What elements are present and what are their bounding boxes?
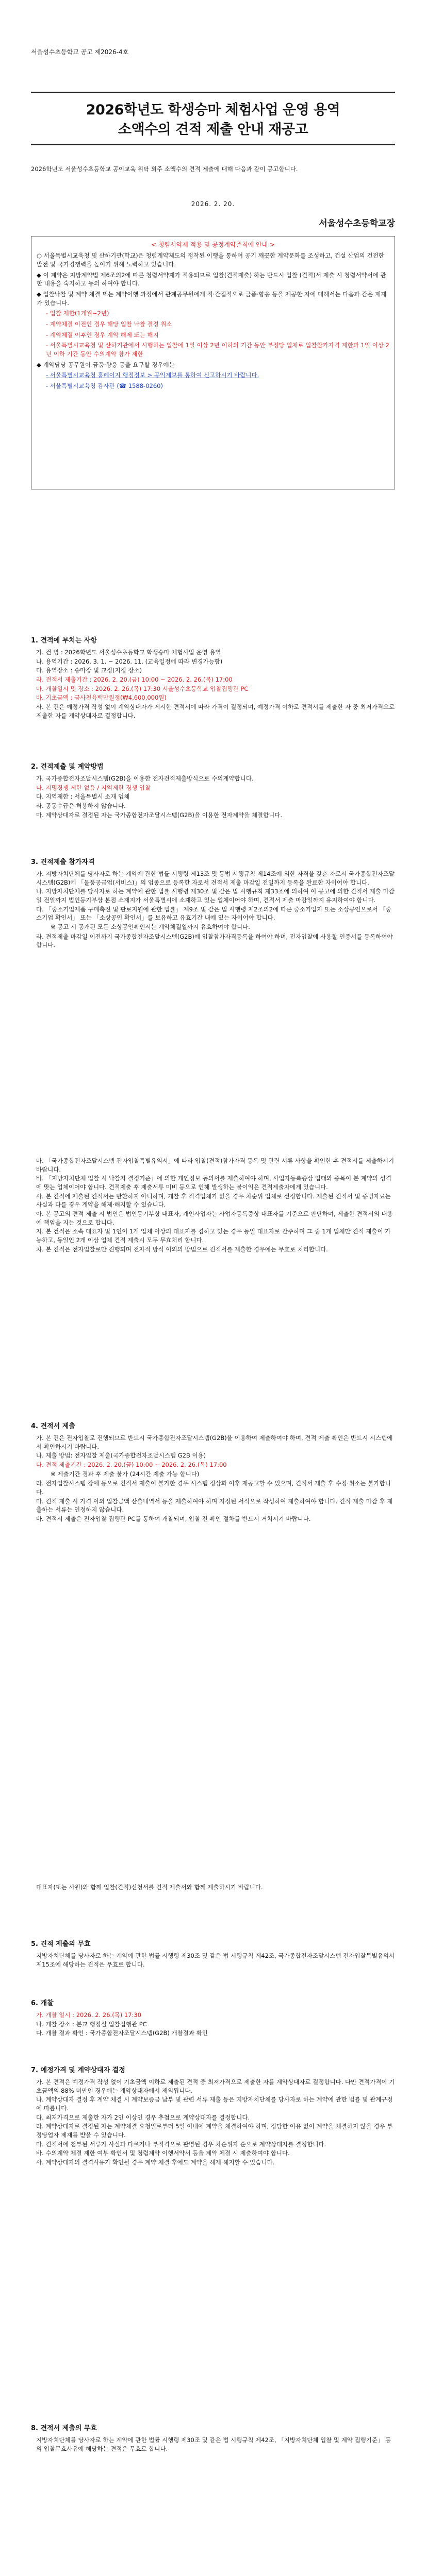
section-row: 다. 지역제한 : 서울특별시 소재 업체 [36, 793, 130, 801]
section-heading: 4. 견적서 제출 [31, 1422, 75, 1430]
section-paragraph: 나. 제출 방법: 전자입찰 제출(국가종합전자조달시스템 G2B 이용) [36, 1452, 206, 1460]
integrity-intro: ○ 서울특별시교육청 및 산하기관(학교)은 청렴계약제도의 정착된 이행을 통하여 공기 깨끗한 계약문화를 조성하고, 건설 산업의 건전한 발전 및 국가경쟁력을 높이기 위해 노력하고 있습니다. [37, 252, 384, 268]
title-box [31, 92, 395, 145]
section-row: 바. 기초금액 : 금사천육백만원정(₩4,600,000원) [36, 694, 167, 702]
section-note: ※ 공고 시 공개된 모든 소상공인확인서는 계약체결일까지 유효하여야 합니다. [51, 923, 250, 930]
section-row: 가. 국가종합전자조달시스템(G2B)을 이용한 전자견적제출방식으로 수의계약합니다. [36, 774, 254, 782]
section-8 [31, 2424, 395, 2453]
section-row: 나. 지명경쟁 제한 없음 / 지역제한 경쟁 입찰 [36, 784, 151, 791]
section-paragraph: 다. 「중소기업제품 구매촉진 및 판로지원에 관한 법률」 제9조 및 같은 법 시행령 제2조의2에 따른 중소기업자 또는 소상공인으로서 「중소기업 확인서」 또는 「소상공인 확인서」를 보유하고 유효기간 내에 있는 자이어야 합니다. [36, 905, 391, 922]
notice-number: 서울성수초등학교 공고 제2026-4호 [31, 48, 129, 56]
section-paragraph: 가. 지방자치단체를 당사자로 하는 계약에 관한 법률 시행령 제13조 및 동법 시행규칙 제14조에 의한 자격을 갖춘 자로서 국가종합전자조달시스템(G2B)에 「물품공급업(서비스)」의 업종으로 등록한 자로서 견적서 제출 마감일 전일까지 등록을 완료한 자이어야 합니다. [36, 870, 395, 886]
section-paragraph: 사. 본 견적에 제출된 견적서는 반환하지 아니하며, 개찰 후 적격업체가 없을 경우 차순위 업체로 선정합니다. 제출된 견적서 및 증빙자료는 사실과 다를 경우 계약을 해제·해지할 수 있습니다. [36, 1192, 391, 1209]
section-paragraph: 마. 「국가종합전자조달시스템 전자입찰특별유의서」에 따라 입찰(견적)참가자격 등록 및 관련 서류 사항을 확인한 후 견적서를 제출하시기 바랍니다. [36, 1157, 395, 1173]
integrity-clause-2: ◆ 입찰낙찰 및 계약 체결 또는 계약이행 과정에서 관계공무원에게 직·간접적으로 금품·향응 등을 제공한 자에 대해서는 다음과 같은 제재가 있습니다. [37, 291, 387, 307]
section-row: 나. 개찰 장소 : 본교 행정실 입찰집행관 PC [36, 2020, 147, 2028]
section-paragraph: 다. 견적 제출기간 : 2026. 2. 20.(금) 10:00 ~ 2026. 2. 26.(목) 17:00 [36, 1461, 227, 1468]
report-channel-link[interactable]: - 서울특별시교육청 홈페이지 행정정보 > 공익제보를 통하여 신고하시기 바랍니다. [46, 371, 259, 379]
section-row: 라. 공동수급은 허용하지 않습니다. [36, 802, 126, 809]
section-3 [31, 858, 395, 950]
section-4 [31, 1422, 395, 1524]
section-heading: 7. 예정가격 및 계약상대자 결정 [31, 2066, 125, 2074]
section-5 [31, 1940, 395, 1969]
section-paragraph: 나. 지방자치단체를 당사자로 하는 계약에 관한 법률 시행령 제30조 및 같은 법 시행규칙 제33조에 의하여 이 공고에 의한 견적서 제출 마감일 전일까지 법인등기부상 본점 소재지가 서울특별시에 소재하고 있는 업체이어야 하며, 견적서 제출 마감일까지 유지하여야 합니다. [36, 888, 395, 904]
section-row: 나. 용역기간 : 2026. 3. 1. ~ 2026. 11. (교육일정에 따라 변경가능함) [36, 657, 223, 665]
section-paragraph: 자. 본 건적은 소속 대표자 및 1인이 1개 업체 이상의 대표자를 겸하고 있는 경우 동일 대표자로 간주하며 그 중 1개 업체만 견적 제출이 가능하고, 동일인 2개 이상 업체 견적 제출시 모두 무효처리 합니다. [36, 1228, 391, 1244]
section-7 [31, 2066, 395, 2167]
section-1 [31, 636, 395, 720]
section-4-note [31, 1883, 395, 1892]
section-paragraph: 바. 견적서 제출은 전자입찰 집행관 PC를 통하여 개찰되며, 입찰 전 확인 절차를 반드시 거치시기 바랍니다. [36, 1515, 311, 1522]
intro-text: 2026학년도 서울성수초등학교 공이교육 위탁 외주 소액수의 견적 제출에 대해 다음과 같이 공고합니다. [31, 165, 298, 173]
section-paragraph: 바. 「지방자치단체 입찰 시 낙찰자 결정기준」에 의한 개인정보 동의서를 제출하여야 하며, 사업자등록증상 업태와 종목이 본 계약의 성격에 맞는 업체이어야 합니다. 견적제출 후 제출서류 미비 등으로 인해 발생하는 불이익은 견적제출자에게 있습니다. [36, 1175, 391, 1191]
section-heading: 8. 견적서 제출의 무효 [31, 2425, 97, 2432]
document-title-line2: 소액수의 견적 제출 안내 재공고 [118, 122, 308, 138]
section-row: 다. 용역장소 : 승마장 및 교정(지정 장소) [36, 667, 142, 674]
section-row: 마. 계약상대자로 결정된 자는 국가종합전자조달시스템(G2B)을 이용한 전자계약을 체결합니다. [36, 811, 283, 819]
section-paragraph: 대표자(또는 사원)와 함께 입찰(견적)신청서를 견적 제출서와 함께 제출하시기 바랍니다. [36, 1884, 263, 1891]
section-heading: 5. 견적 제출의 무효 [31, 1940, 91, 1948]
section-paragraph: 차. 본 견적은 전자입찰로만 진행되며 전자적 방식 이외의 방법으로 견적서를 제출한 경우에는 무효로 처리합니다. [36, 1245, 328, 1253]
integrity-notice-box [31, 236, 395, 489]
section-heading: 3. 견적제출 참가자격 [31, 858, 95, 866]
section-row: 사. 본 건은 예정가격 작성 없이 계약상대자가 제시한 견적서에 따라 가격이 결정되며, 예정가격 이하로 견적서를 제출한 자 중 최저가격으로 제출한 자를 계약상대자로 결정합니다. [36, 703, 395, 719]
section-row: 다. 개찰 결과 확인 : 국가종합전자조달시스템(G2B) 개찰결과 확인 [36, 2029, 208, 2037]
section-row: 가. 개찰 일시 : 2026. 2. 26.(목) 17:30 [36, 2011, 142, 2019]
integrity-clause-1: ◆ 이 계약은 지방계약법 제6조의2에 따른 청렴서약제가 적용되므로 입찰(견적제출) 하는 반드시 입찰 (견적)서 제출 시 청렴서약서에 관한 내용을 숙지하고 동의 하여야 합니다. [37, 271, 386, 287]
section-paragraph: 마. 견적 제출 시 가격 이외 입찰금액 산출내역서 등을 제출하여야 하며 지정된 서식으로 작성하여 제출하여야 합니다. 견적 제출 마감 후 제출하는 서류는 인정하지 않습니다. [36, 1497, 393, 1514]
section-heading: 1. 견적에 부치는 사항 [31, 637, 97, 645]
issuer-name: 서울성수초등학교장 [319, 218, 395, 229]
section-paragraph: 라. 전자입찰시스템 장애 등으로 견적서 제출이 불가한 경우 시스템 정상화 이후 재공고할 수 있으며, 견적서 제출 후 수정·취소는 불가합니다. [36, 1480, 391, 1496]
sanction-item: - 계약체결 이후인 경우 계약 해제 또는 해지 [46, 331, 159, 338]
section-paragraph: 가. 본 건은 전자입찰로 진행되므로 반드시 국가종합전자조달시스템(G2B)을 이용하여 제출하여야 하며, 견적 제출 확인은 반드시 시스템에서 확인하시기 바랍니다. [36, 1434, 393, 1450]
section-2 [31, 762, 395, 820]
section-heading: 6. 개찰 [31, 1999, 54, 2007]
section-paragraph: 라. 계약상대자로 결정된 자는 계약체결 요청일로부터 5일 이내에 계약을 체결하여야 하며, 정당한 이유 없이 계약을 체결하지 않을 경우 부정당업자 제재를 받을 수 있습니다. [36, 2123, 393, 2139]
integrity-clause-3: ◆ 계약담당 공무원이 금품·향응 등을 요구할 경우에는 [37, 361, 175, 368]
section-paragraph: 지방자치단체를 당사자로 하는 계약에 관한 법률 시행령 제30조 및 같은 법 시행규칙 제42조, 「지방자치단체 입찰 및 계약 집행기준」 등의 입찰무효사유에 해당하는 견적은 무효로 합니다. [36, 2436, 391, 2452]
section-paragraph: 가. 본 견적은 예정가격 작성 없이 기초금액 이하로 제출된 견적 중 최저가격으로 제출한 자를 계약상대자로 결정합니다. 다만 견적가격이 기초금액의 88% 미만인 경우에는 계약상대자에서 제외됩니다. [36, 2078, 395, 2094]
sanction-item: - 계약체결 이전인 경우 해당 입찰 낙찰 결정 취소 [46, 320, 172, 328]
section-paragraph: 다. 최저가격으로 제출한 자가 2인 이상인 경우 추첨으로 계약상대자를 결정합니다. [36, 2113, 250, 2121]
sanction-item: - 입찰 제한(1개월~2년) [46, 310, 109, 317]
section-paragraph: 사. 계약상대자의 결격사유가 확인될 경우 계약 체결 후에도 계약을 해제·해지할 수 있습니다. [36, 2158, 275, 2166]
section-row: 가. 건 명 : 2026학년도 서울성수초등학교 학생승마 체험사업 운영 용역 [36, 648, 221, 656]
section-heading: 2. 견적제출 및 계약방법 [31, 763, 104, 771]
section-paragraph: 아. 본 공고의 견적 제출 시 법인은 법인등기부상 대표자, 개인사업자는 사업자등록증상 대표자를 기준으로 판단하며, 제출한 견적서의 내용에 책임을 지는 것으로 합니다. [36, 1210, 393, 1226]
section-6 [31, 1999, 395, 2038]
integrity-notice-title: < 청렴서약제 적용 및 공정계약준칙에 안내 > [151, 241, 275, 248]
section-paragraph: 바. 수의계약 체결 제한 여부 확인서 및 청렴계약 이행서약서 등을 계약 체결 시 제출하여야 합니다. [36, 2149, 290, 2157]
section-paragraph: 지방자치단체를 당사자로 하는 계약에 관한 법률 시행령 제30조 및 같은 법 시행규칙 제42조, 국가종합전자조달시스템 전자입찰특별유의서 제15조에 해당하는 견적은 무효로 합니다. [36, 1952, 395, 1968]
section-note: ※ 제출기간 경과 후 제출 불가 (24시간 제출 가능 합니다) [51, 1470, 200, 1478]
section-paragraph: 라. 견적제출 마감일 이전까지 국가종합전자조달시스템(G2B)에 입찰참가자격등록을 하여야 하며, 전자입찰에 사용할 인증서를 등록하여야 합니다. [36, 933, 393, 949]
document-title-line1: 2026학년도 학생승마 체험사업 운영 용역 [86, 102, 340, 118]
section-row: 라. 견적서 제출기간 : 2026. 2. 20.(금) 10:00 ~ 2026. 2. 26.(목) 17:00 [36, 675, 233, 683]
sanction-item: - 서울특별시교육청 및 산하기관에서 시행하는 입찰에 1일 이상 2년 이하의 기간 동안 부정당 업체로 입찰참가자격 제한과 1일 이상 2년 이하 기간 동안 수의계약 참가 제한 [46, 342, 389, 358]
report-phone: - 서울특별시교육청 감사관 (☎ 1588-0260) [46, 382, 163, 390]
section-paragraph: 마. 견적서에 첨부된 서류가 사실과 다르거나 부적격으로 판명된 경우 차순위자 순으로 계약상대자를 결정합니다. [36, 2140, 326, 2148]
section-paragraph: 나. 계약상대자 결정 후 계약 체결 시 계약보증금 납부 및 관련 서류 제출 등은 지방자치단체를 당사자로 하는 계약에 관한 법률 및 관계규정에 따릅니다. [36, 2096, 393, 2112]
notice-date: 2026. 2. 20. [191, 200, 235, 208]
section-row: 마. 개찰일시 및 장소 : 2026. 2. 26.(목) 17:30 서울성수초등학교 입찰집행관 PC [36, 685, 249, 692]
section-3-continued [31, 1157, 395, 1254]
